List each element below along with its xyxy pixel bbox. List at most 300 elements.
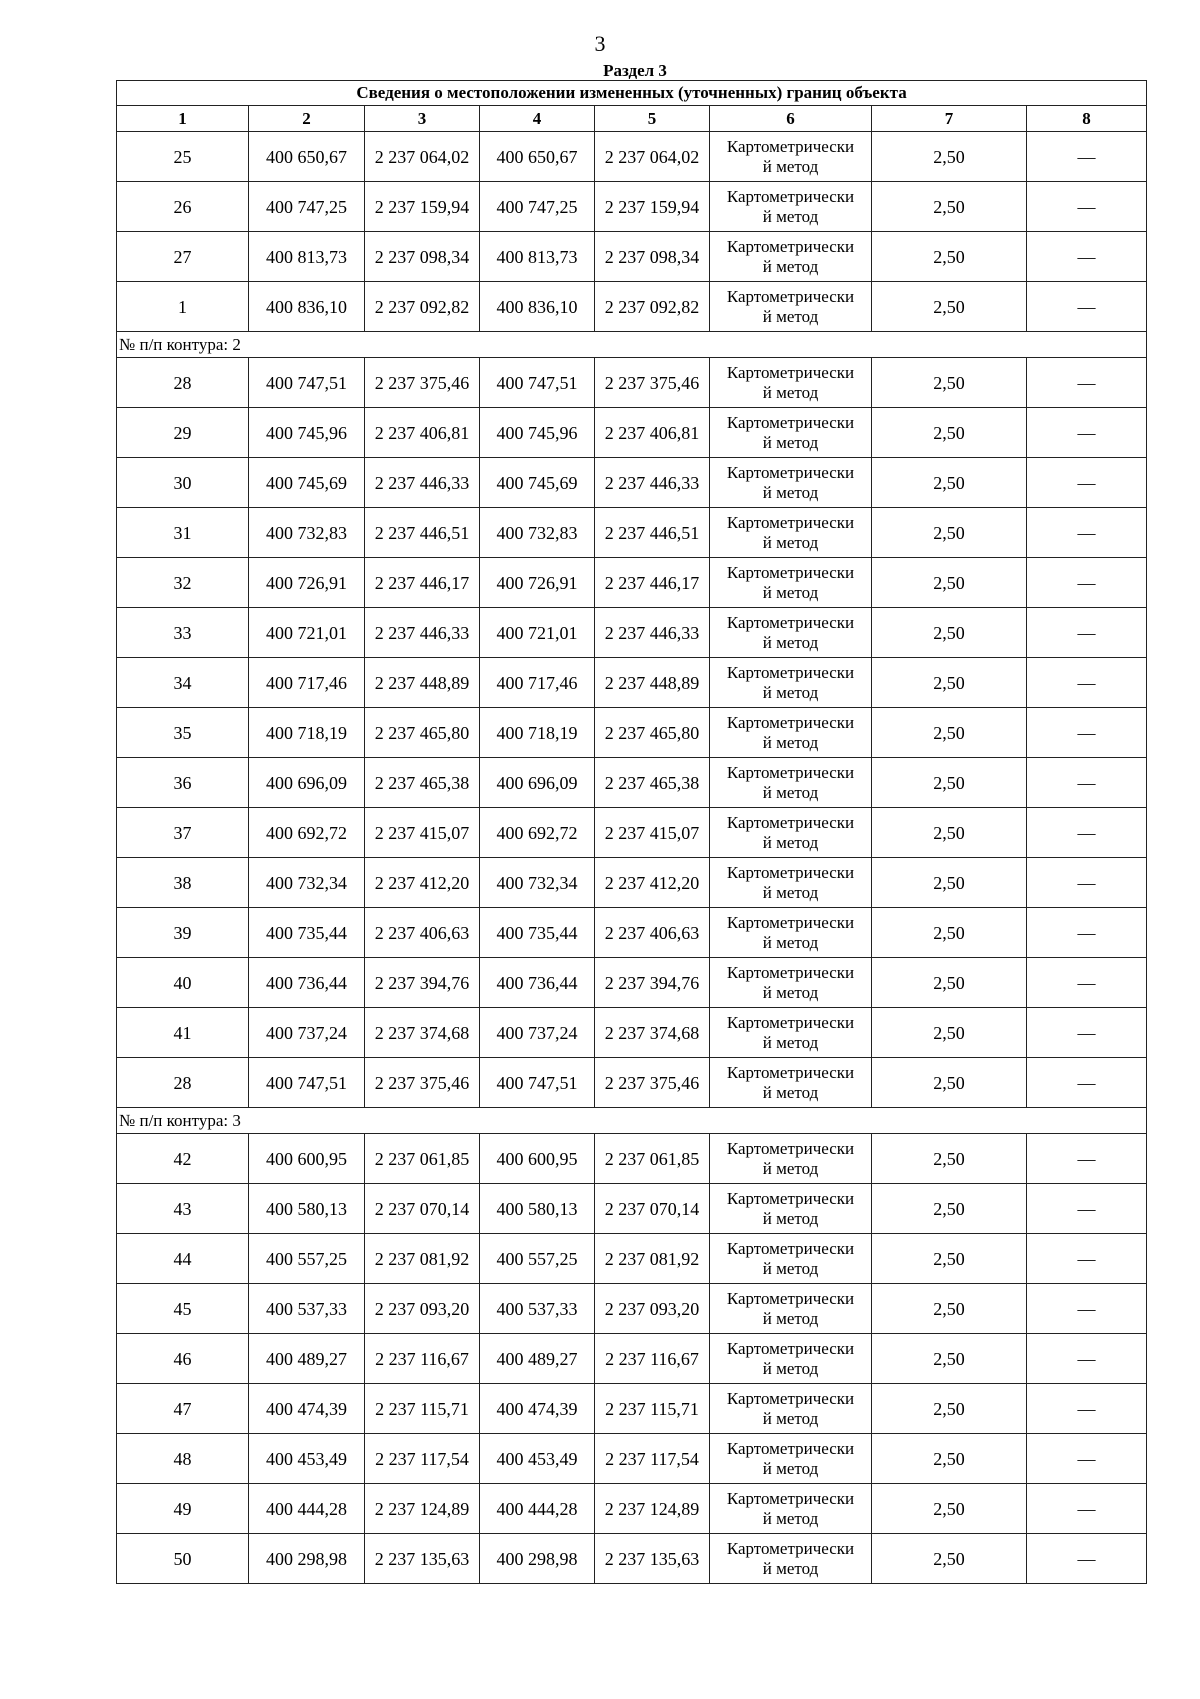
existing-y-cell: 2 237 081,92 [365, 1234, 480, 1284]
table-row [117, 1534, 1147, 1584]
point-number-cell: 34 [117, 658, 249, 708]
new-y-cell: 2 237 415,07 [595, 808, 710, 858]
point-number-cell: 29 [117, 408, 249, 458]
existing-y-cell: 2 237 406,63 [365, 908, 480, 958]
method-cell [710, 658, 872, 708]
existing-y-cell: 2 237 446,33 [365, 608, 480, 658]
existing-x-cell: 400 580,13 [249, 1184, 365, 1234]
column-numbers-row [117, 106, 1147, 132]
table-row [117, 1234, 1147, 1284]
method-text-line: Картометрически [726, 1338, 855, 1358]
point-number-cell: 50 [117, 1534, 249, 1584]
table-row [117, 458, 1147, 508]
method-cell [710, 1234, 872, 1284]
table-row [117, 282, 1147, 332]
col8-cell: — [1027, 1434, 1147, 1484]
new-x-cell: 400 745,69 [480, 458, 595, 508]
new-x-cell: 400 732,83 [480, 508, 595, 558]
table-row [117, 1384, 1147, 1434]
point-number-cell: 1 [117, 282, 249, 332]
col8-cell: — [1027, 1134, 1147, 1184]
new-x-cell: 400 813,73 [480, 232, 595, 282]
method-cell [710, 458, 872, 508]
method-cell [710, 1484, 872, 1534]
accuracy-cell: 2,50 [872, 232, 1027, 282]
point-number-cell: 28 [117, 1058, 249, 1108]
table-row [117, 808, 1147, 858]
method-text-line: й метод [762, 1082, 819, 1102]
existing-y-cell: 2 237 412,20 [365, 858, 480, 908]
col8-cell: — [1027, 1384, 1147, 1434]
method-cell [710, 1284, 872, 1334]
point-number-cell: 45 [117, 1284, 249, 1334]
new-y-cell: 2 237 115,71 [595, 1384, 710, 1434]
method-text-line: Картометрически [726, 1238, 855, 1258]
accuracy-cell: 2,50 [872, 808, 1027, 858]
new-y-cell: 2 237 093,20 [595, 1284, 710, 1334]
new-x-cell: 400 717,46 [480, 658, 595, 708]
col8-cell: — [1027, 282, 1147, 332]
col8-cell: — [1027, 1234, 1147, 1284]
column-number: 4 [480, 106, 595, 132]
new-y-cell: 2 237 375,46 [595, 358, 710, 408]
point-number-cell: 27 [117, 232, 249, 282]
point-number-cell: 44 [117, 1234, 249, 1284]
new-y-cell: 2 237 374,68 [595, 1008, 710, 1058]
new-x-cell: 400 489,27 [480, 1334, 595, 1384]
point-number-cell: 49 [117, 1484, 249, 1534]
col8-cell: — [1027, 708, 1147, 758]
method-text-line: Картометрически [726, 462, 855, 482]
col8-cell: — [1027, 658, 1147, 708]
accuracy-cell: 2,50 [872, 1058, 1027, 1108]
table-row [117, 1434, 1147, 1484]
col8-cell: — [1027, 132, 1147, 182]
accuracy-cell: 2,50 [872, 1434, 1027, 1484]
new-y-cell: 2 237 446,33 [595, 608, 710, 658]
new-y-cell: 2 237 446,51 [595, 508, 710, 558]
method-cell [710, 1434, 872, 1484]
point-number-cell: 32 [117, 558, 249, 608]
method-text-line: й метод [762, 1032, 819, 1052]
existing-x-cell: 400 726,91 [249, 558, 365, 608]
col8-cell: — [1027, 358, 1147, 408]
new-y-cell: 2 237 061,85 [595, 1134, 710, 1184]
new-x-cell: 400 747,25 [480, 182, 595, 232]
new-x-cell: 400 747,51 [480, 358, 595, 408]
method-text-line: Картометрически [726, 1012, 855, 1032]
col8-cell: — [1027, 608, 1147, 658]
new-y-cell: 2 237 092,82 [595, 282, 710, 332]
new-y-cell: 2 237 412,20 [595, 858, 710, 908]
new-y-cell: 2 237 465,38 [595, 758, 710, 808]
method-cell [710, 132, 872, 182]
accuracy-cell: 2,50 [872, 858, 1027, 908]
page-number: 3 [594, 31, 606, 56]
new-x-cell: 400 692,72 [480, 808, 595, 858]
point-number-cell: 36 [117, 758, 249, 808]
existing-y-cell: 2 237 092,82 [365, 282, 480, 332]
existing-y-cell: 2 237 117,54 [365, 1434, 480, 1484]
method-text-line: Картометрически [726, 136, 855, 156]
method-cell [710, 858, 872, 908]
existing-x-cell: 400 444,28 [249, 1484, 365, 1534]
method-text-line: Картометрически [726, 1538, 855, 1558]
accuracy-cell: 2,50 [872, 408, 1027, 458]
point-number-cell: 39 [117, 908, 249, 958]
existing-x-cell: 400 745,96 [249, 408, 365, 458]
method-cell [710, 1058, 872, 1108]
table-row [117, 508, 1147, 558]
method-text-line: й метод [762, 1408, 819, 1428]
existing-y-cell: 2 237 070,14 [365, 1184, 480, 1234]
table-row [117, 558, 1147, 608]
method-cell [710, 808, 872, 858]
method-text-line: Картометрически [726, 612, 855, 632]
col8-cell: — [1027, 458, 1147, 508]
table-row [117, 1284, 1147, 1334]
column-number: 8 [1027, 106, 1147, 132]
point-number-cell: 28 [117, 358, 249, 408]
accuracy-cell: 2,50 [872, 132, 1027, 182]
table-row [117, 1484, 1147, 1534]
accuracy-cell: 2,50 [872, 458, 1027, 508]
existing-x-cell: 400 474,39 [249, 1384, 365, 1434]
existing-x-cell: 400 650,67 [249, 132, 365, 182]
accuracy-cell: 2,50 [872, 182, 1027, 232]
accuracy-cell: 2,50 [872, 1234, 1027, 1284]
method-text-line: й метод [762, 432, 819, 452]
point-number-cell: 48 [117, 1434, 249, 1484]
existing-x-cell: 400 721,01 [249, 608, 365, 658]
existing-y-cell: 2 237 093,20 [365, 1284, 480, 1334]
existing-y-cell: 2 237 446,17 [365, 558, 480, 608]
method-text-line: Картометрически [726, 912, 855, 932]
point-number-cell: 25 [117, 132, 249, 182]
existing-y-cell: 2 237 135,63 [365, 1534, 480, 1584]
method-cell [710, 708, 872, 758]
existing-y-cell: 2 237 375,46 [365, 358, 480, 408]
method-cell [710, 958, 872, 1008]
existing-y-cell: 2 237 159,94 [365, 182, 480, 232]
col8-cell: — [1027, 232, 1147, 282]
point-number-cell: 35 [117, 708, 249, 758]
method-text-line: Картометрически [726, 412, 855, 432]
table-row [117, 1058, 1147, 1108]
method-text-line: Картометрически [726, 1062, 855, 1082]
accuracy-cell: 2,50 [872, 1334, 1027, 1384]
existing-x-cell: 400 696,09 [249, 758, 365, 808]
new-y-cell: 2 237 446,33 [595, 458, 710, 508]
table-row [117, 182, 1147, 232]
existing-x-cell: 400 732,83 [249, 508, 365, 558]
new-y-cell: 2 237 116,67 [595, 1334, 710, 1384]
new-y-cell: 2 237 394,76 [595, 958, 710, 1008]
table-row [117, 708, 1147, 758]
new-x-cell: 400 474,39 [480, 1384, 595, 1434]
new-x-cell: 400 600,95 [480, 1134, 595, 1184]
new-x-cell: 400 732,34 [480, 858, 595, 908]
col8-cell: — [1027, 758, 1147, 808]
column-number: 7 [872, 106, 1027, 132]
accuracy-cell: 2,50 [872, 1384, 1027, 1434]
method-text-line: й метод [762, 1458, 819, 1478]
method-cell [710, 1008, 872, 1058]
new-x-cell: 400 557,25 [480, 1234, 595, 1284]
existing-x-cell: 400 813,73 [249, 232, 365, 282]
col8-cell: — [1027, 182, 1147, 232]
method-text-line: й метод [762, 582, 819, 602]
method-cell [710, 1184, 872, 1234]
method-text-line: Картометрически [726, 286, 855, 306]
point-number-cell: 42 [117, 1134, 249, 1184]
existing-y-cell: 2 237 465,80 [365, 708, 480, 758]
method-text-line: Картометрически [726, 512, 855, 532]
method-cell [710, 1384, 872, 1434]
accuracy-cell: 2,50 [872, 282, 1027, 332]
method-text-line: й метод [762, 882, 819, 902]
point-number-cell: 41 [117, 1008, 249, 1058]
method-text-line: Картометрически [726, 1188, 855, 1208]
col8-cell: — [1027, 908, 1147, 958]
method-text-line: Картометрически [726, 1138, 855, 1158]
col8-cell: — [1027, 508, 1147, 558]
method-text-line: й метод [762, 1208, 819, 1228]
method-text-line: й метод [762, 532, 819, 552]
method-text-line: Картометрически [726, 1488, 855, 1508]
table-caption-row [117, 81, 1147, 106]
existing-y-cell: 2 237 448,89 [365, 658, 480, 708]
new-x-cell: 400 537,33 [480, 1284, 595, 1334]
contour-label: № п/п контура: 3 [117, 1108, 1147, 1134]
method-cell [710, 758, 872, 808]
existing-x-cell: 400 600,95 [249, 1134, 365, 1184]
accuracy-cell: 2,50 [872, 1008, 1027, 1058]
existing-y-cell: 2 237 446,33 [365, 458, 480, 508]
method-text-line: Картометрически [726, 962, 855, 982]
new-y-cell: 2 237 064,02 [595, 132, 710, 182]
method-text-line: й метод [762, 1308, 819, 1328]
existing-x-cell: 400 298,98 [249, 1534, 365, 1584]
table-row [117, 1134, 1147, 1184]
existing-x-cell: 400 747,51 [249, 358, 365, 408]
existing-x-cell: 400 736,44 [249, 958, 365, 1008]
method-text-line: Картометрически [726, 562, 855, 582]
contour-header-row [117, 1108, 1147, 1134]
accuracy-cell: 2,50 [872, 358, 1027, 408]
table-row [117, 1008, 1147, 1058]
method-cell [710, 608, 872, 658]
new-y-cell: 2 237 070,14 [595, 1184, 710, 1234]
method-cell [710, 358, 872, 408]
table-row [117, 658, 1147, 708]
method-text-line: й метод [762, 306, 819, 326]
new-y-cell: 2 237 159,94 [595, 182, 710, 232]
existing-y-cell: 2 237 375,46 [365, 1058, 480, 1108]
accuracy-cell: 2,50 [872, 508, 1027, 558]
accuracy-cell: 2,50 [872, 758, 1027, 808]
method-text-line: й метод [762, 256, 819, 276]
table-row [117, 608, 1147, 658]
method-cell [710, 182, 872, 232]
existing-x-cell: 400 692,72 [249, 808, 365, 858]
existing-x-cell: 400 745,69 [249, 458, 365, 508]
method-text-line: й метод [762, 682, 819, 702]
existing-x-cell: 400 747,51 [249, 1058, 365, 1108]
accuracy-cell: 2,50 [872, 708, 1027, 758]
method-text-line: Картометрически [726, 1288, 855, 1308]
new-x-cell: 400 737,24 [480, 1008, 595, 1058]
col8-cell: — [1027, 408, 1147, 458]
existing-x-cell: 400 836,10 [249, 282, 365, 332]
point-number-cell: 47 [117, 1384, 249, 1434]
accuracy-cell: 2,50 [872, 658, 1027, 708]
new-x-cell: 400 453,49 [480, 1434, 595, 1484]
table-row [117, 1334, 1147, 1384]
method-text-line: й метод [762, 382, 819, 402]
method-text-line: й метод [762, 832, 819, 852]
accuracy-cell: 2,50 [872, 558, 1027, 608]
new-x-cell: 400 444,28 [480, 1484, 595, 1534]
col8-cell: — [1027, 558, 1147, 608]
table-row [117, 758, 1147, 808]
col8-cell: — [1027, 1484, 1147, 1534]
boundary-coordinates-table [116, 80, 1147, 1584]
table-row [117, 958, 1147, 1008]
new-y-cell: 2 237 375,46 [595, 1058, 710, 1108]
new-x-cell: 400 718,19 [480, 708, 595, 758]
method-text-line: й метод [762, 782, 819, 802]
table-row [117, 408, 1147, 458]
method-text-line: й метод [762, 932, 819, 952]
new-y-cell: 2 237 135,63 [595, 1534, 710, 1584]
col8-cell: — [1027, 1334, 1147, 1384]
existing-y-cell: 2 237 406,81 [365, 408, 480, 458]
new-x-cell: 400 650,67 [480, 132, 595, 182]
method-text-line: Картометрически [726, 712, 855, 732]
contour-header-row [117, 332, 1147, 358]
col8-cell: — [1027, 1008, 1147, 1058]
new-x-cell: 400 736,44 [480, 958, 595, 1008]
existing-x-cell: 400 747,25 [249, 182, 365, 232]
method-text-line: й метод [762, 632, 819, 652]
existing-y-cell: 2 237 098,34 [365, 232, 480, 282]
col8-cell: — [1027, 808, 1147, 858]
existing-x-cell: 400 537,33 [249, 1284, 365, 1334]
table-caption: Сведения о местоположении измененных (уточненных) границ объекта [117, 81, 1147, 106]
col8-cell: — [1027, 1284, 1147, 1334]
table-row [117, 858, 1147, 908]
col8-cell: — [1027, 1534, 1147, 1584]
point-number-cell: 33 [117, 608, 249, 658]
existing-x-cell: 400 735,44 [249, 908, 365, 958]
new-y-cell: 2 237 117,54 [595, 1434, 710, 1484]
new-y-cell: 2 237 124,89 [595, 1484, 710, 1534]
method-cell [710, 1134, 872, 1184]
new-y-cell: 2 237 406,63 [595, 908, 710, 958]
existing-y-cell: 2 237 465,38 [365, 758, 480, 808]
new-x-cell: 400 726,91 [480, 558, 595, 608]
new-y-cell: 2 237 098,34 [595, 232, 710, 282]
method-text-line: й метод [762, 156, 819, 176]
existing-x-cell: 400 489,27 [249, 1334, 365, 1384]
existing-y-cell: 2 237 061,85 [365, 1134, 480, 1184]
method-text-line: й метод [762, 1508, 819, 1528]
point-number-cell: 43 [117, 1184, 249, 1234]
col8-cell: — [1027, 1184, 1147, 1234]
method-text-line: й метод [762, 982, 819, 1002]
method-text-line: й метод [762, 206, 819, 226]
new-y-cell: 2 237 465,80 [595, 708, 710, 758]
existing-x-cell: 400 453,49 [249, 1434, 365, 1484]
method-cell [710, 408, 872, 458]
method-text-line: Картометрически [726, 186, 855, 206]
method-text-line: Картометрически [726, 1438, 855, 1458]
new-x-cell: 400 836,10 [480, 282, 595, 332]
new-y-cell: 2 237 406,81 [595, 408, 710, 458]
existing-y-cell: 2 237 115,71 [365, 1384, 480, 1434]
section-title: Раздел 3 [603, 61, 667, 80]
method-text-line: й метод [762, 482, 819, 502]
existing-y-cell: 2 237 124,89 [365, 1484, 480, 1534]
new-y-cell: 2 237 448,89 [595, 658, 710, 708]
column-number: 2 [249, 106, 365, 132]
table-row [117, 908, 1147, 958]
point-number-cell: 37 [117, 808, 249, 858]
col8-cell: — [1027, 1058, 1147, 1108]
col8-cell: — [1027, 858, 1147, 908]
point-number-cell: 38 [117, 858, 249, 908]
method-text-line: Картометрически [726, 812, 855, 832]
new-x-cell: 400 298,98 [480, 1534, 595, 1584]
point-number-cell: 46 [117, 1334, 249, 1384]
table-row [117, 132, 1147, 182]
column-number: 1 [117, 106, 249, 132]
method-text-line: Картометрически [726, 362, 855, 382]
table-row [117, 232, 1147, 282]
contour-label: № п/п контура: 2 [117, 332, 1147, 358]
new-y-cell: 2 237 081,92 [595, 1234, 710, 1284]
existing-y-cell: 2 237 394,76 [365, 958, 480, 1008]
accuracy-cell: 2,50 [872, 608, 1027, 658]
method-text-line: Картометрически [726, 236, 855, 256]
table-row [117, 1184, 1147, 1234]
method-cell [710, 1534, 872, 1584]
accuracy-cell: 2,50 [872, 958, 1027, 1008]
method-cell [710, 1334, 872, 1384]
method-text-line: Картометрически [726, 762, 855, 782]
new-x-cell: 400 735,44 [480, 908, 595, 958]
method-text-line: й метод [762, 1158, 819, 1178]
method-text-line: Картометрически [726, 662, 855, 682]
column-number: 6 [710, 106, 872, 132]
point-number-cell: 26 [117, 182, 249, 232]
accuracy-cell: 2,50 [872, 1484, 1027, 1534]
method-text-line: й метод [762, 1558, 819, 1578]
accuracy-cell: 2,50 [872, 1184, 1027, 1234]
accuracy-cell: 2,50 [872, 908, 1027, 958]
method-cell [710, 508, 872, 558]
new-x-cell: 400 745,96 [480, 408, 595, 458]
table-body [117, 132, 1147, 1584]
existing-x-cell: 400 557,25 [249, 1234, 365, 1284]
existing-y-cell: 2 237 446,51 [365, 508, 480, 558]
new-x-cell: 400 721,01 [480, 608, 595, 658]
method-cell [710, 282, 872, 332]
existing-y-cell: 2 237 116,67 [365, 1334, 480, 1384]
method-text-line: й метод [762, 732, 819, 752]
existing-x-cell: 400 737,24 [249, 1008, 365, 1058]
